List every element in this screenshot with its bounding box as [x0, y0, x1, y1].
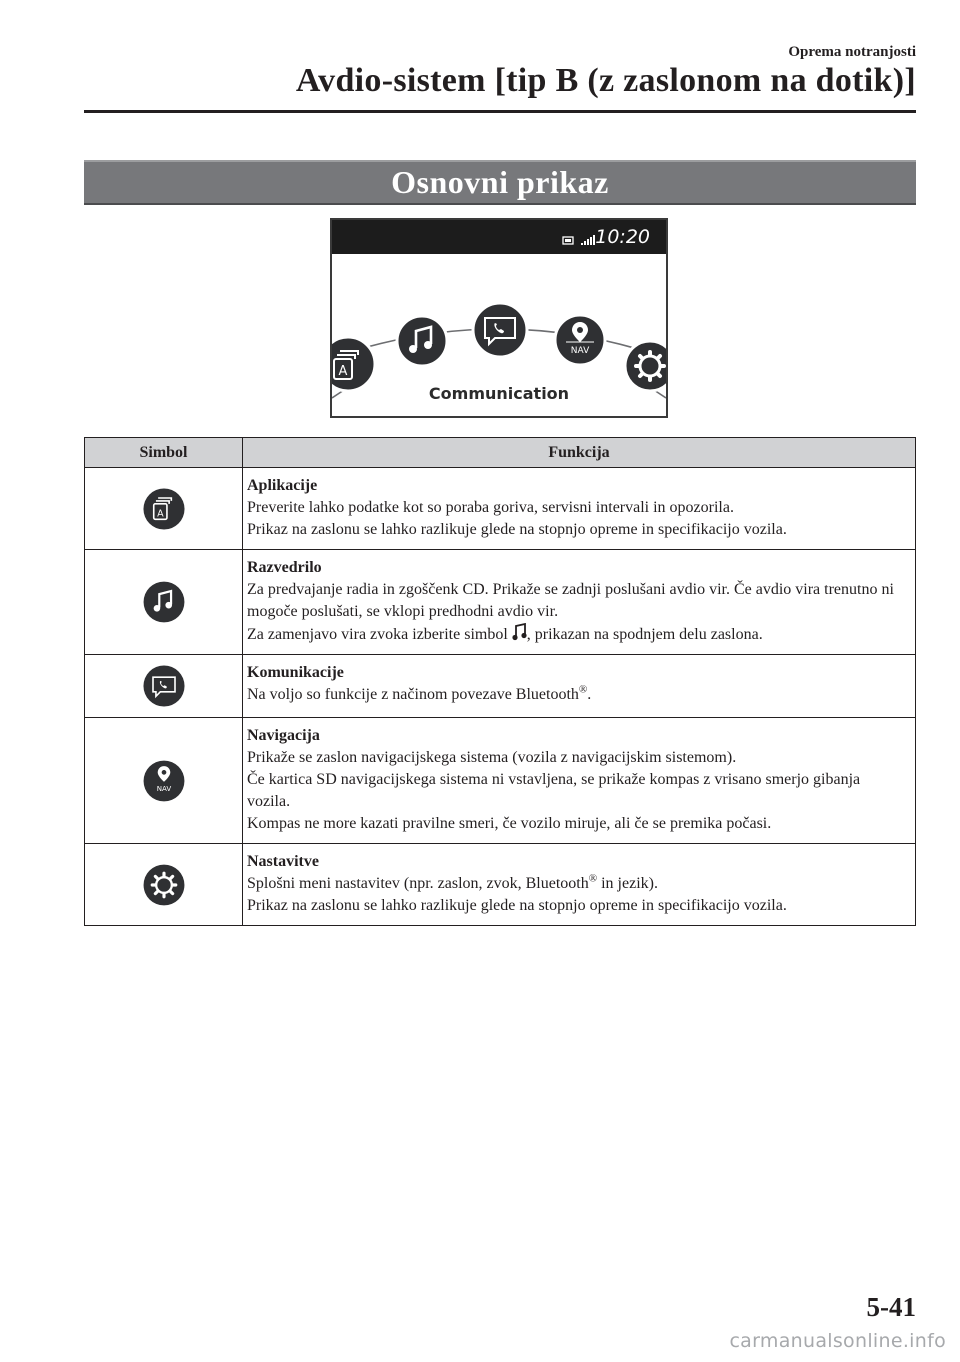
function-text: Prikaz na zaslonu se lahko razlikuje glede na stopnjo opreme in specifikacijo vozila. — [247, 897, 787, 914]
symbol-cell — [85, 550, 243, 655]
table-row — [85, 655, 916, 718]
svg-text:A: A — [156, 507, 164, 519]
phone-chat-icon — [142, 664, 186, 708]
gear-icon — [142, 863, 186, 907]
function-cell — [243, 550, 916, 655]
section-title: Osnovni prikaz — [391, 164, 609, 200]
header-function: Funkcija — [243, 438, 916, 468]
screen-label: Communication — [428, 384, 570, 403]
table-row — [85, 550, 916, 655]
phone-chat-icon[interactable] — [470, 300, 530, 360]
table-row — [85, 718, 916, 844]
note-text: , prikazan na spodnjem delu zaslona. — [526, 626, 763, 643]
function-title: Komunikacije — [247, 664, 344, 681]
text-part: Na voljo so funkcije z načinom povezave Bluetooth — [247, 686, 579, 703]
svg-text:NAV: NAV — [570, 346, 590, 356]
function-cell — [243, 468, 916, 550]
function-note — [247, 623, 907, 646]
function-cell — [243, 844, 916, 926]
function-cell — [243, 655, 916, 718]
function-text: Prikaz na zaslonu se lahko razlikuje glede na stopnjo opreme in specifikacijo vozila. — [247, 521, 787, 538]
function-text: Če kartica SD navigacijskega sistema ni vstavljena, se prikaže kompas z vrisano smerjo gibanja vozila. — [247, 771, 861, 810]
function-text: Kompas ne more kazati pravilne smeri, če vozilo miruje, ali če se premika počasi. — [247, 815, 772, 832]
text-part: . — [587, 686, 592, 703]
music-note-icon — [512, 623, 527, 641]
symbol-table — [84, 437, 916, 926]
svg-text:NAV: NAV — [156, 783, 171, 793]
table-row — [85, 844, 916, 926]
svg-text:A: A — [338, 364, 348, 379]
chapter-label: Oprema notranjosti — [788, 44, 916, 60]
function-text: Preverite lahko podatke kot so poraba goriva, servisni intervali in opozorila. — [247, 499, 734, 516]
function-text: Prikaže se zaslon navigacijskega sistema (vozila z navigacijskim sistemom). — [247, 749, 737, 766]
section-banner — [84, 160, 916, 205]
music-note-icon[interactable] — [394, 313, 450, 369]
symbol-cell — [85, 844, 243, 926]
registered-mark: ® — [578, 683, 588, 696]
function-title: Aplikacije — [247, 477, 318, 494]
function-cell — [243, 718, 916, 844]
note-text: Za zamenjavo vira zvoka izberite simbol — [247, 626, 508, 643]
table-row — [85, 468, 916, 550]
function-title: Nastavitve — [247, 853, 319, 870]
music-note-icon — [142, 580, 186, 624]
function-text: Za predvajanje radia in zgoščenk CD. Prikaže se zadnji poslušani avdio vir. Če avdio vira trenutno ni mogoče poslušati, se vklopi predhodni avdio vir. — [247, 581, 894, 620]
text-part: Splošni meni nastavitev (npr. zaslon, zvok, Bluetooth — [247, 875, 589, 892]
symbol-cell — [85, 718, 243, 844]
function-title: Razvedrilo — [247, 559, 322, 576]
function-title: Navigacija — [247, 727, 320, 744]
apps-icon — [142, 487, 186, 531]
header-rule — [84, 110, 916, 113]
function-text — [247, 684, 907, 706]
function-text — [247, 873, 907, 895]
nav-pin-icon — [142, 759, 186, 803]
registered-mark: ® — [588, 872, 598, 885]
page-number: 5-41 — [866, 1292, 916, 1322]
table-header-row — [85, 438, 916, 468]
screen-illustration — [330, 218, 668, 418]
nav-pin-icon[interactable] — [552, 312, 608, 368]
header-symbol: Simbol — [85, 438, 243, 468]
watermark: carmanualsonline.info — [729, 1330, 946, 1352]
symbol-cell — [85, 468, 243, 550]
symbol-cell — [85, 655, 243, 718]
screen-clock: 10:20 — [595, 226, 650, 248]
text-part: in jezik). — [597, 875, 658, 892]
page-title: Avdio-sistem [tip B (z zaslonom na dotik)] — [295, 62, 916, 99]
